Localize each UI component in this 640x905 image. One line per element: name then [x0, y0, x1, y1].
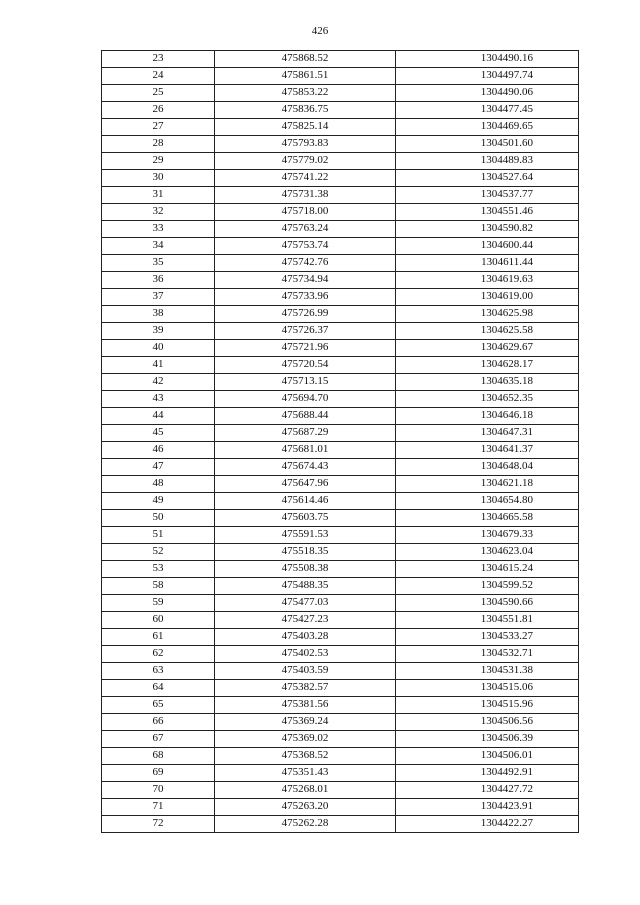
point-number-cell: 63	[102, 663, 215, 680]
y-coordinate-cell: 1304422.27	[396, 816, 579, 833]
table-row	[102, 51, 579, 68]
y-coordinate-cell: 1304648.04	[396, 459, 579, 476]
table-row	[102, 680, 579, 697]
table-row	[102, 119, 579, 136]
table-row	[102, 663, 579, 680]
y-coordinate-cell: 1304531.38	[396, 663, 579, 680]
y-coordinate-cell: 1304625.58	[396, 323, 579, 340]
page-number: 426	[311, 25, 329, 37]
x-coordinate-cell: 475687.29	[215, 425, 396, 442]
point-number-cell: 23	[102, 51, 215, 68]
x-coordinate-cell: 475518.35	[215, 544, 396, 561]
y-coordinate-cell: 1304665.58	[396, 510, 579, 527]
x-coordinate-cell: 475731.38	[215, 187, 396, 204]
table-row	[102, 255, 579, 272]
table-row	[102, 799, 579, 816]
x-coordinate-cell: 475674.43	[215, 459, 396, 476]
x-coordinate-cell: 475825.14	[215, 119, 396, 136]
y-coordinate-cell: 1304647.31	[396, 425, 579, 442]
x-coordinate-cell: 475382.57	[215, 680, 396, 697]
x-coordinate-cell: 475402.53	[215, 646, 396, 663]
table-row	[102, 476, 579, 493]
point-number-cell: 30	[102, 170, 215, 187]
point-number-cell: 46	[102, 442, 215, 459]
point-number-cell: 47	[102, 459, 215, 476]
y-coordinate-cell: 1304652.35	[396, 391, 579, 408]
point-number-cell: 67	[102, 731, 215, 748]
x-coordinate-cell: 475591.53	[215, 527, 396, 544]
y-coordinate-cell: 1304497.74	[396, 68, 579, 85]
x-coordinate-cell: 475713.15	[215, 374, 396, 391]
point-number-cell: 66	[102, 714, 215, 731]
point-number-cell: 41	[102, 357, 215, 374]
point-number-cell: 49	[102, 493, 215, 510]
x-coordinate-cell: 475351.43	[215, 765, 396, 782]
y-coordinate-cell: 1304515.96	[396, 697, 579, 714]
point-number-cell: 38	[102, 306, 215, 323]
point-number-cell: 53	[102, 561, 215, 578]
y-coordinate-cell: 1304619.00	[396, 289, 579, 306]
table-row	[102, 136, 579, 153]
x-coordinate-cell: 475262.28	[215, 816, 396, 833]
point-number-cell: 61	[102, 629, 215, 646]
x-coordinate-cell: 475861.51	[215, 68, 396, 85]
table-row	[102, 714, 579, 731]
table-row	[102, 731, 579, 748]
x-coordinate-cell: 475614.46	[215, 493, 396, 510]
table-row	[102, 425, 579, 442]
table-row	[102, 697, 579, 714]
x-coordinate-cell: 475403.28	[215, 629, 396, 646]
table-row	[102, 578, 579, 595]
y-coordinate-cell: 1304527.64	[396, 170, 579, 187]
table-row	[102, 748, 579, 765]
x-coordinate-cell: 475427.23	[215, 612, 396, 629]
y-coordinate-cell: 1304489.83	[396, 153, 579, 170]
x-coordinate-cell: 475721.96	[215, 340, 396, 357]
x-coordinate-cell: 475718.00	[215, 204, 396, 221]
point-number-cell: 45	[102, 425, 215, 442]
point-number-cell: 70	[102, 782, 215, 799]
point-number-cell: 60	[102, 612, 215, 629]
point-number-cell: 31	[102, 187, 215, 204]
y-coordinate-cell: 1304551.46	[396, 204, 579, 221]
table-row	[102, 629, 579, 646]
table-row	[102, 646, 579, 663]
table-row	[102, 459, 579, 476]
point-number-cell: 26	[102, 102, 215, 119]
point-number-cell: 48	[102, 476, 215, 493]
x-coordinate-cell: 475369.24	[215, 714, 396, 731]
point-number-cell: 71	[102, 799, 215, 816]
x-coordinate-cell: 475853.22	[215, 85, 396, 102]
x-coordinate-cell: 475720.54	[215, 357, 396, 374]
point-number-cell: 43	[102, 391, 215, 408]
x-coordinate-cell: 475403.59	[215, 663, 396, 680]
x-coordinate-cell: 475488.35	[215, 578, 396, 595]
x-coordinate-cell: 475369.02	[215, 731, 396, 748]
y-coordinate-cell: 1304533.27	[396, 629, 579, 646]
x-coordinate-cell: 475742.76	[215, 255, 396, 272]
table-row	[102, 306, 579, 323]
table-row	[102, 68, 579, 85]
y-coordinate-cell: 1304490.16	[396, 51, 579, 68]
x-coordinate-cell: 475734.94	[215, 272, 396, 289]
x-coordinate-cell: 475268.01	[215, 782, 396, 799]
point-number-cell: 28	[102, 136, 215, 153]
point-number-cell: 24	[102, 68, 215, 85]
y-coordinate-cell: 1304427.72	[396, 782, 579, 799]
table-row	[102, 510, 579, 527]
y-coordinate-cell: 1304532.71	[396, 646, 579, 663]
x-coordinate-cell: 475793.83	[215, 136, 396, 153]
table-row	[102, 340, 579, 357]
y-coordinate-cell: 1304501.60	[396, 136, 579, 153]
y-coordinate-cell: 1304628.17	[396, 357, 579, 374]
point-number-cell: 50	[102, 510, 215, 527]
table-row	[102, 170, 579, 187]
table-row	[102, 765, 579, 782]
table-row	[102, 204, 579, 221]
point-number-cell: 42	[102, 374, 215, 391]
x-coordinate-cell: 475694.70	[215, 391, 396, 408]
table-row	[102, 323, 579, 340]
table-row	[102, 221, 579, 238]
y-coordinate-cell: 1304600.44	[396, 238, 579, 255]
y-coordinate-cell: 1304515.06	[396, 680, 579, 697]
table-row	[102, 544, 579, 561]
point-number-cell: 27	[102, 119, 215, 136]
y-coordinate-cell: 1304506.01	[396, 748, 579, 765]
x-coordinate-cell: 475368.52	[215, 748, 396, 765]
y-coordinate-cell: 1304623.04	[396, 544, 579, 561]
y-coordinate-cell: 1304590.82	[396, 221, 579, 238]
y-coordinate-cell: 1304679.33	[396, 527, 579, 544]
y-coordinate-cell: 1304506.56	[396, 714, 579, 731]
point-number-cell: 44	[102, 408, 215, 425]
point-number-cell: 62	[102, 646, 215, 663]
y-coordinate-cell: 1304537.77	[396, 187, 579, 204]
x-coordinate-cell: 475681.01	[215, 442, 396, 459]
point-number-cell: 65	[102, 697, 215, 714]
point-number-cell: 52	[102, 544, 215, 561]
point-number-cell: 36	[102, 272, 215, 289]
table-row	[102, 391, 579, 408]
y-coordinate-cell: 1304646.18	[396, 408, 579, 425]
point-number-cell: 58	[102, 578, 215, 595]
x-coordinate-cell: 475508.38	[215, 561, 396, 578]
y-coordinate-cell: 1304492.91	[396, 765, 579, 782]
y-coordinate-cell: 1304599.52	[396, 578, 579, 595]
table-row	[102, 238, 579, 255]
table-row	[102, 561, 579, 578]
x-coordinate-cell: 475741.22	[215, 170, 396, 187]
point-number-cell: 64	[102, 680, 215, 697]
point-number-cell: 25	[102, 85, 215, 102]
y-coordinate-cell: 1304490.06	[396, 85, 579, 102]
point-number-cell: 59	[102, 595, 215, 612]
x-coordinate-cell: 475603.75	[215, 510, 396, 527]
table-row	[102, 527, 579, 544]
y-coordinate-cell: 1304621.18	[396, 476, 579, 493]
point-number-cell: 51	[102, 527, 215, 544]
x-coordinate-cell: 475753.74	[215, 238, 396, 255]
table-row	[102, 187, 579, 204]
x-coordinate-cell: 475868.52	[215, 51, 396, 68]
point-number-cell: 72	[102, 816, 215, 833]
table-row	[102, 85, 579, 102]
y-coordinate-cell: 1304635.18	[396, 374, 579, 391]
x-coordinate-cell: 475779.02	[215, 153, 396, 170]
x-coordinate-cell: 475836.75	[215, 102, 396, 119]
table-row	[102, 357, 579, 374]
table-row	[102, 153, 579, 170]
point-number-cell: 40	[102, 340, 215, 357]
y-coordinate-cell: 1304590.66	[396, 595, 579, 612]
x-coordinate-cell: 475263.20	[215, 799, 396, 816]
y-coordinate-cell: 1304619.63	[396, 272, 579, 289]
point-number-cell: 32	[102, 204, 215, 221]
y-coordinate-cell: 1304423.91	[396, 799, 579, 816]
table-row	[102, 816, 579, 833]
y-coordinate-cell: 1304625.98	[396, 306, 579, 323]
y-coordinate-cell: 1304611.44	[396, 255, 579, 272]
x-coordinate-cell: 475726.37	[215, 323, 396, 340]
y-coordinate-cell: 1304629.67	[396, 340, 579, 357]
coordinates-table-body	[102, 51, 579, 833]
point-number-cell: 39	[102, 323, 215, 340]
table-row	[102, 408, 579, 425]
y-coordinate-cell: 1304654.80	[396, 493, 579, 510]
point-number-cell: 34	[102, 238, 215, 255]
x-coordinate-cell: 475647.96	[215, 476, 396, 493]
table-row	[102, 102, 579, 119]
table-row	[102, 289, 579, 306]
table-row	[102, 272, 579, 289]
y-coordinate-cell: 1304469.65	[396, 119, 579, 136]
table-row	[102, 595, 579, 612]
x-coordinate-cell: 475381.56	[215, 697, 396, 714]
y-coordinate-cell: 1304641.37	[396, 442, 579, 459]
x-coordinate-cell: 475726.99	[215, 306, 396, 323]
y-coordinate-cell: 1304506.39	[396, 731, 579, 748]
y-coordinate-cell: 1304477.45	[396, 102, 579, 119]
coordinates-table	[101, 50, 579, 833]
table-row	[102, 374, 579, 391]
y-coordinate-cell: 1304551.81	[396, 612, 579, 629]
point-number-cell: 33	[102, 221, 215, 238]
x-coordinate-cell: 475477.03	[215, 595, 396, 612]
table-row	[102, 442, 579, 459]
point-number-cell: 69	[102, 765, 215, 782]
x-coordinate-cell: 475733.96	[215, 289, 396, 306]
table-row	[102, 612, 579, 629]
x-coordinate-cell: 475688.44	[215, 408, 396, 425]
x-coordinate-cell: 475763.24	[215, 221, 396, 238]
point-number-cell: 29	[102, 153, 215, 170]
point-number-cell: 68	[102, 748, 215, 765]
point-number-cell: 37	[102, 289, 215, 306]
table-row	[102, 493, 579, 510]
table-row	[102, 782, 579, 799]
y-coordinate-cell: 1304615.24	[396, 561, 579, 578]
point-number-cell: 35	[102, 255, 215, 272]
